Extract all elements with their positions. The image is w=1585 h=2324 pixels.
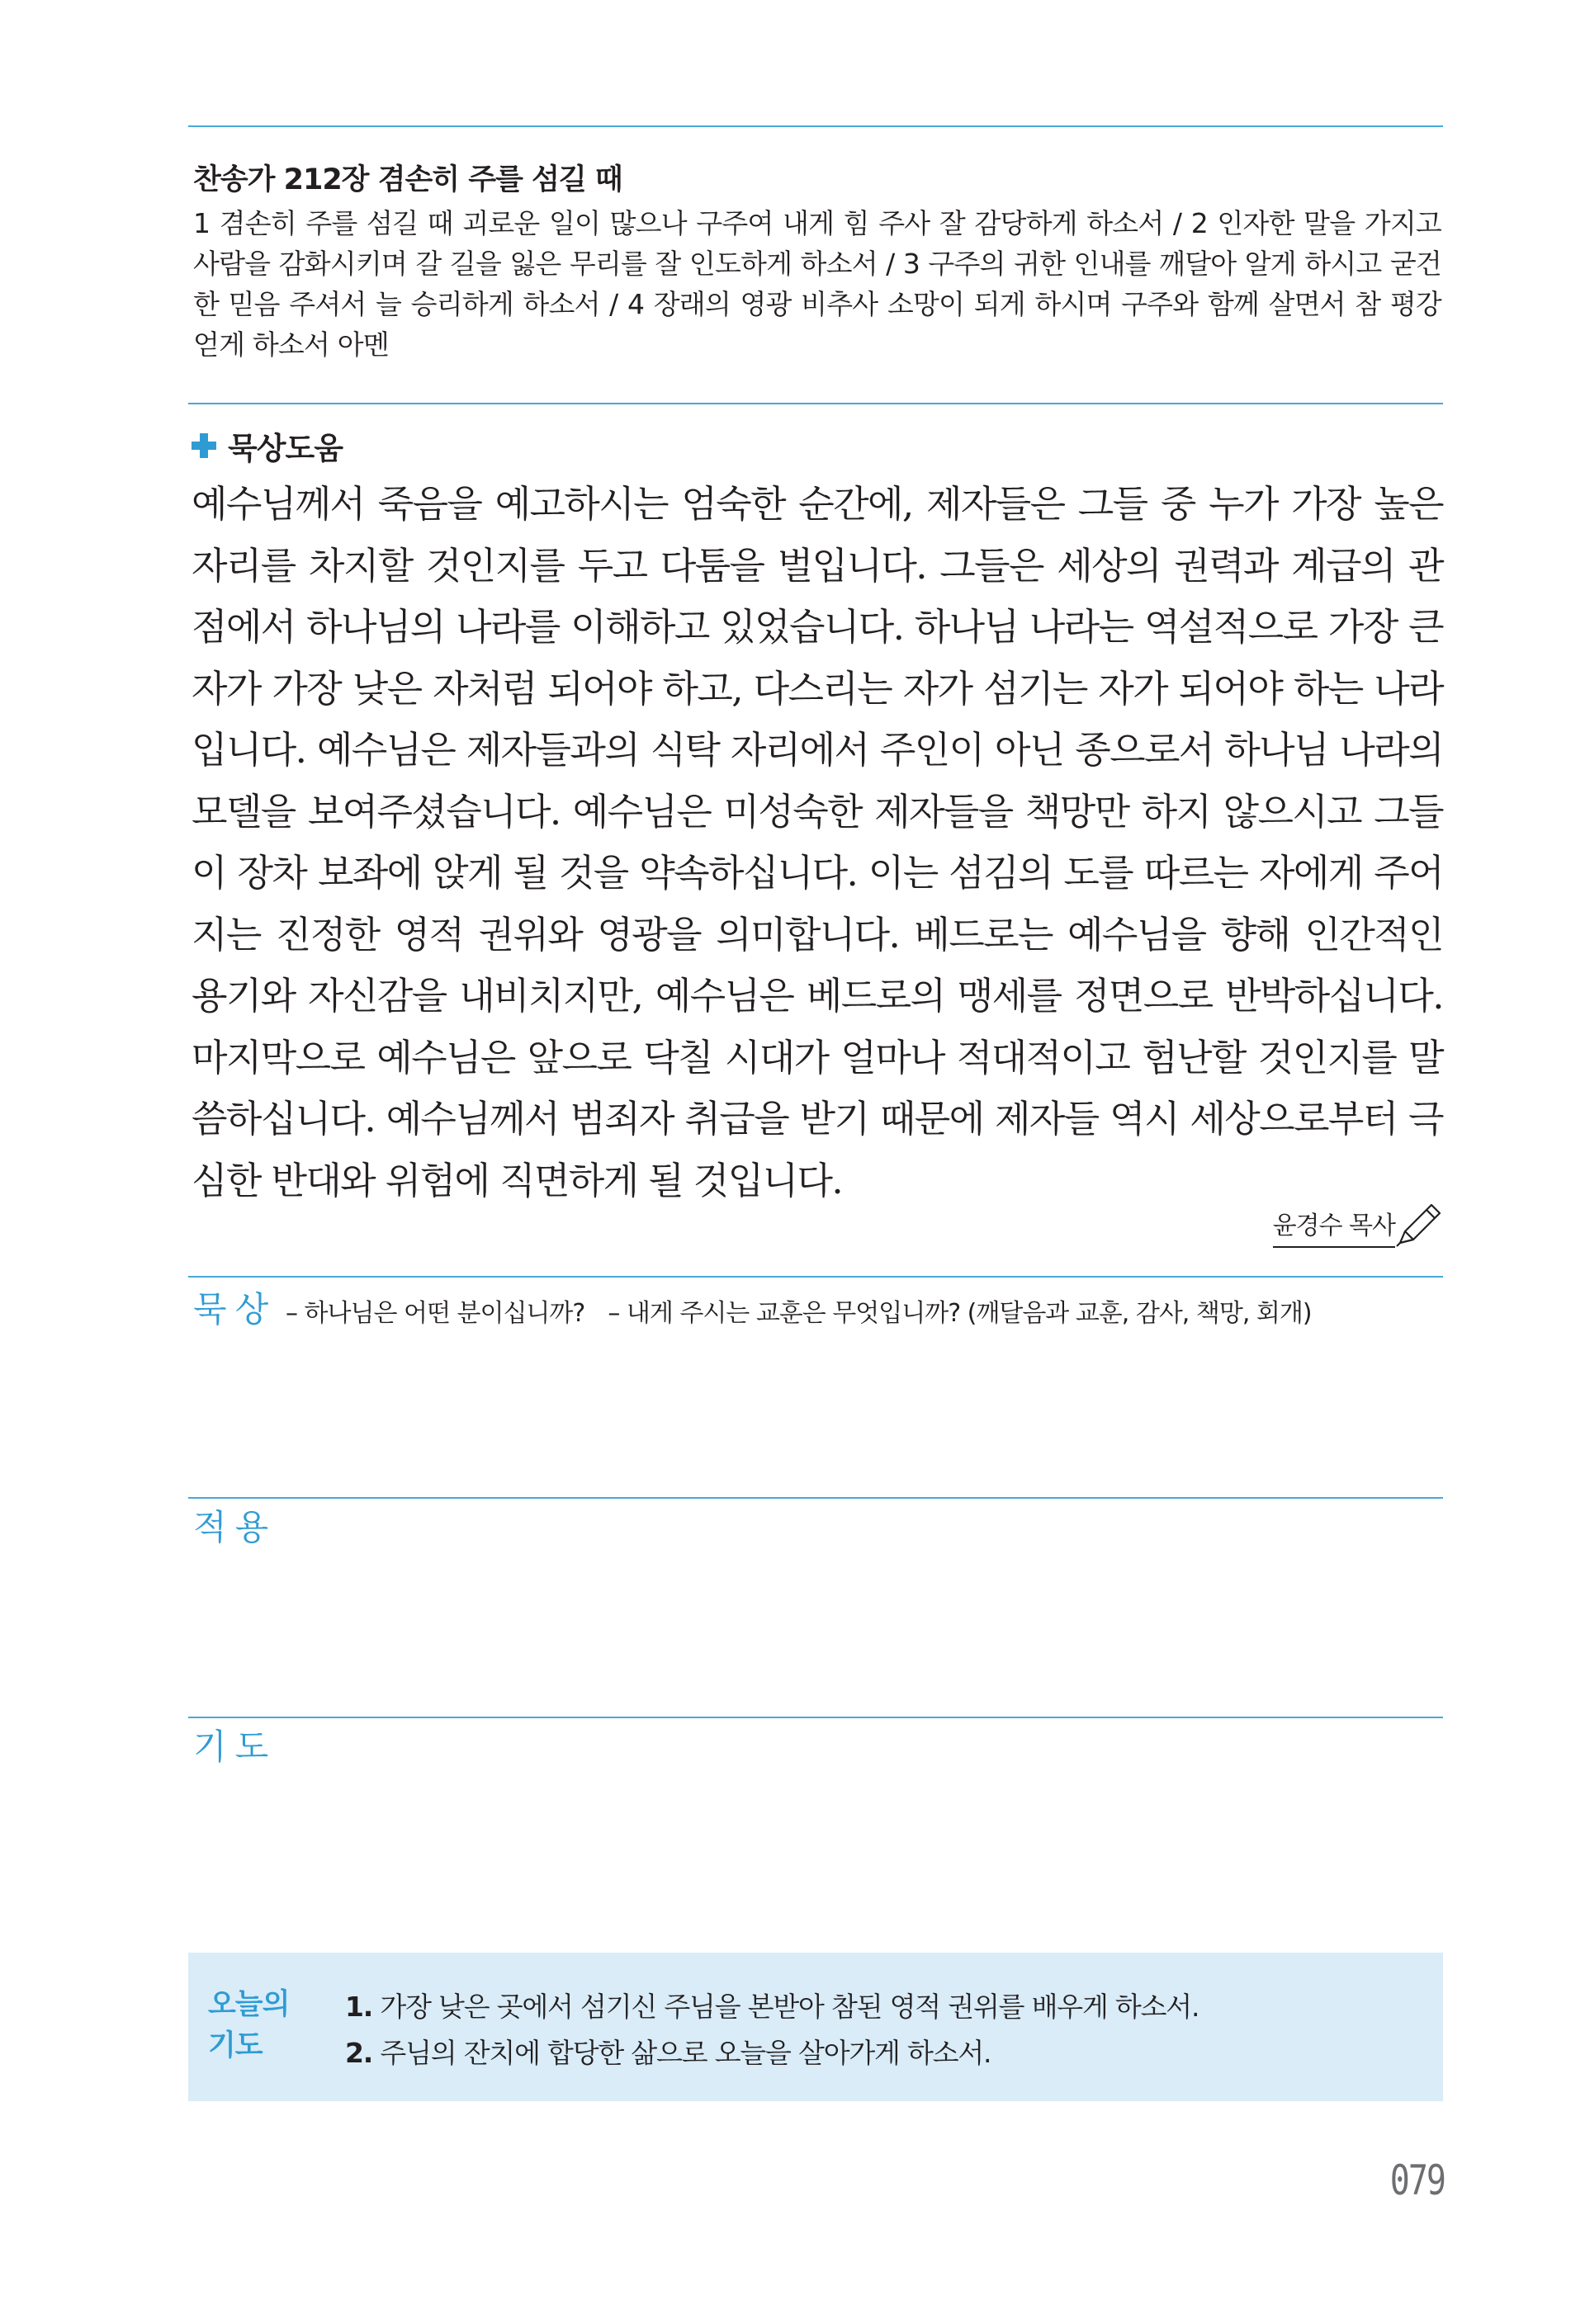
author-name: 윤경수 목사 <box>1273 1205 1395 1248</box>
hymn-bottom-rule <box>188 403 1443 404</box>
application-rule <box>188 1497 1443 1499</box>
top-rule <box>188 125 1443 127</box>
prayer-item-2-text: 주님의 잔치에 합당한 삶으로 오늘을 살아가게 하소서. <box>372 2037 991 2069</box>
application-label: 적용 <box>193 1507 277 1547</box>
meditation-help-label: 묵상도움 <box>228 431 343 466</box>
hymn-title: 찬송가 212장 겸손히 주를 섬길 때 <box>193 163 622 196</box>
prayer-item-1 <box>345 1984 1199 2030</box>
prayer-item-2-number: 2. <box>345 2037 373 2069</box>
meditation-rule <box>188 1276 1443 1278</box>
meditation-label: 묵상 <box>193 1289 277 1330</box>
meditation-questions <box>286 1292 1312 1329</box>
prayer-item-1-text: 가장 낮은 곳에서 섬기신 주님을 본받아 참된 영적 권위를 배우게 하소서. <box>372 1991 1199 2023</box>
prayer-item-2 <box>345 2030 1199 2076</box>
todays-prayer-list <box>345 1984 1199 2076</box>
todays-prayer-label-line1: 오늘의 <box>208 1988 290 2021</box>
prayer-label: 기도 <box>193 1726 277 1767</box>
todays-prayer-box <box>188 1953 1443 2101</box>
meditation-text: 예수님께서 죽음을 예고하시는 엄숙한 순간에, 제자들은 그들 중 누가 가장 높은 자리를 차지할 것인지를 두고 다툼을 벌입니다. 그들은 세상의 권력과 계급의 관점에서 하나님의 나라를 이해하고 있었습니다. 하나님 나라는 역설적으로 가장 큰 자가 가장 낮은 자처럼 되어야 하고, 다스리는 자가 섬기는 자가 되어야 하는 나라입니다. 예수님은 제자들과의 식탁 자리에서 주인이 아닌 종으로서 하나님 나라의 모델을 보여주셨습니다. 예수님은 미성숙한 제자들을 책망만 하지 않으시고 그들이 장차 보좌에 앉게 될 것을 약속하십니다. 이는 섬김의 도를 따르는 자에게 주어지는 진정한 영적 권위와 영광을 의미합니다. 베드로는 예수님을 향해 인간적인 용기와 자신감을 내비치지만, 예수님은 베드로의 맹세를 정면으로 반박하십니다. 마지막으로 예수님은 앞으로 닥칠 시대가 얼마나 적대적이고 험난할 것인지를 말씀하십니다. 예수님께서 범죄자 취급을 받기 때문에 제자들 역시 세상으로부터 극심한 반대와 위험에 직면하게 될 것입니다. <box>192 482 1443 1202</box>
plus-icon <box>192 433 216 458</box>
prayer-writing-area[interactable] <box>188 1771 1443 1936</box>
prayer-item-1-number: 1. <box>345 1991 373 2023</box>
todays-prayer-label-line2: 기도 <box>208 2029 263 2062</box>
page-number: 079 <box>1389 2157 1445 2205</box>
prayer-rule <box>188 1717 1443 1718</box>
meditation-writing-area[interactable] <box>188 1337 1443 1494</box>
todays-prayer-label <box>208 1984 324 2067</box>
application-writing-area[interactable] <box>188 1552 1443 1713</box>
meditation-help-header <box>192 423 343 469</box>
question-lesson: – 내게 주시는 교훈은 무엇입니까? (깨달음과 교훈, 감사, 책망, 회개) <box>608 1299 1312 1328</box>
hymn-lyrics: 1 겸손히 주를 섬길 때 괴로운 일이 많으나 구주여 내게 힘 주사 잘 감당하게 하소서 / 2 인자한 말을 가지고 사람을 감화시키며 갈 길을 잃은 무리를 잘 인도하게 하소서 / 3 구주의 귀한 인내를 깨달아 알게 하시고 굳건한 믿음 주셔서 늘 승리하게 하소서 / 4 장래의 영광 비추사 소망이 되게 하시며 구주와 함께 살면서 참 평강 얻게 하소서 아멘 <box>193 207 1441 361</box>
author-signature <box>1172 1198 1445 1248</box>
question-who-is-god: – 하나님은 어떤 분이십니까? <box>286 1299 585 1328</box>
pencil-icon <box>1395 1200 1445 1248</box>
